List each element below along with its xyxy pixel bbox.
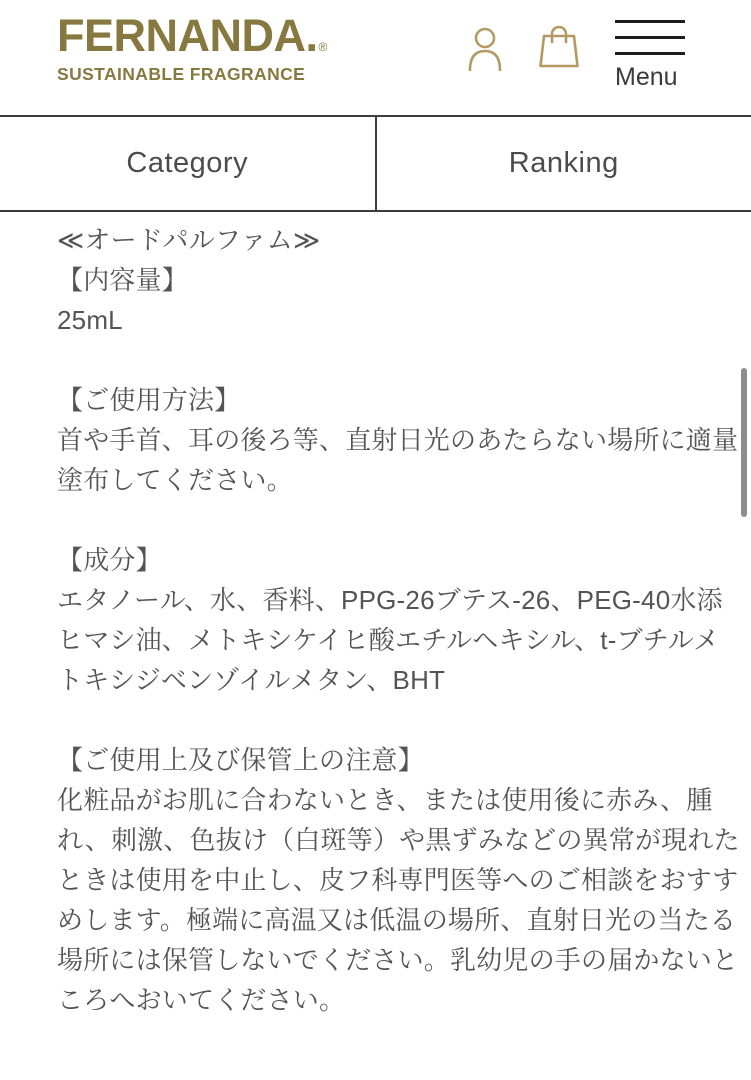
- brand-logo[interactable]: [57, 10, 327, 85]
- text-line: 塗布してください。: [57, 465, 293, 495]
- tab-category[interactable]: Category: [0, 117, 377, 210]
- account-icon: [468, 59, 502, 74]
- text-line: エタノール、水、香料、PPG-26ブテス-26、PEG-40水添: [57, 585, 723, 615]
- cart-button[interactable]: [538, 24, 580, 71]
- header: [0, 0, 751, 115]
- text-line: 化粧品がお肌に合わないとき、または使用後に赤み、腫: [57, 785, 713, 815]
- text-line: トキシジベンゾイルメタン、BHT: [57, 665, 446, 695]
- section-heading-volume: 【内容量】: [57, 265, 189, 295]
- scrollbar-thumb[interactable]: [741, 368, 747, 517]
- brand-tagline: SUSTAINABLE FRAGRANCE: [57, 64, 306, 84]
- product-type-line: ≪オードパルファム≫: [57, 225, 321, 255]
- text-line: ころへおいてください。: [57, 985, 346, 1015]
- hamburger-icon: [615, 20, 685, 55]
- text-line: れ、刺激、色抜け（白斑等）や黒ずみなどの異常が現れた: [57, 825, 740, 855]
- registered-trademark-symbol: ®: [318, 40, 327, 54]
- text-line: ヒマシ油、メトキシケイヒ酸エチルヘキシル、t-ブチルメ: [57, 625, 720, 655]
- brand-wordmark: [57, 10, 327, 61]
- tab-bar: [0, 115, 751, 212]
- blank-line: [57, 700, 711, 740]
- text-line: 25mL: [57, 305, 123, 335]
- shopping-bag-icon: [538, 56, 580, 71]
- blank-line: [57, 500, 711, 540]
- menu-button[interactable]: [615, 20, 685, 90]
- text-line: 場所には保管しないでください。乳幼児の手の届かないと: [57, 945, 739, 975]
- section-heading-ingredients: 【成分】: [57, 545, 162, 575]
- blank-line: [57, 340, 711, 380]
- menu-label: Menu: [615, 63, 678, 91]
- header-actions: [468, 0, 685, 90]
- section-heading-caution: 【ご使用上及び保管上の注意】: [57, 745, 424, 775]
- tab-ranking[interactable]: Ranking: [377, 117, 751, 210]
- account-button[interactable]: [468, 27, 502, 74]
- section-heading-usage: 【ご使用方法】: [57, 385, 241, 415]
- product-description: [0, 212, 751, 1020]
- text-line: めします。極端に高温又は低温の場所、直射日光の当たる: [57, 905, 737, 935]
- text-line: 首や手首、耳の後ろ等、直射日光のあたらない場所に適量: [57, 425, 739, 455]
- brand-name: FERNANDA.: [57, 10, 318, 61]
- text-line: ときは使用を中止し、皮フ科専門医等へのご相談をおすす: [57, 865, 739, 895]
